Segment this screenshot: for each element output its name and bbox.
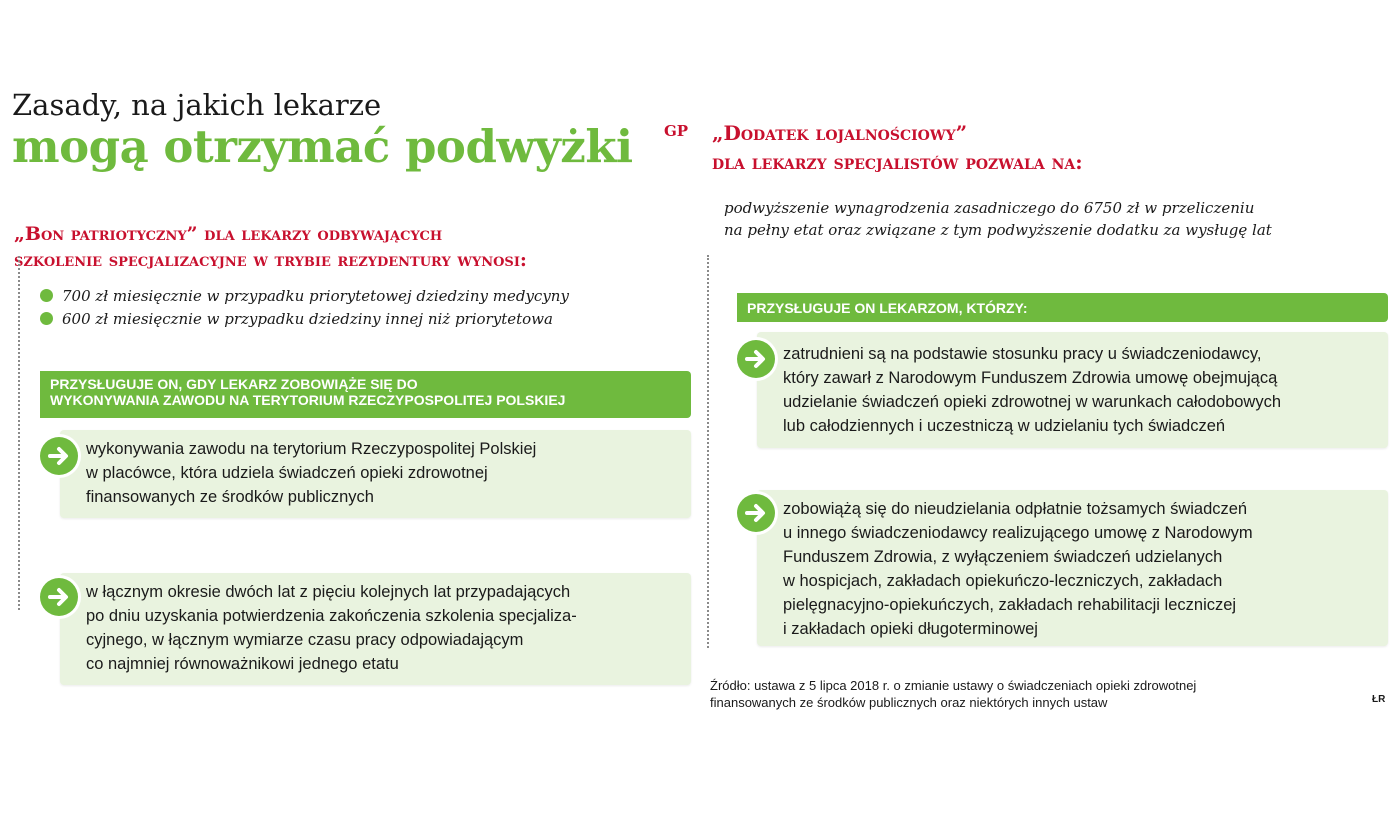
card-line: udzielanie świadczeń opieki zdrowotnej w warunkach całodobowych <box>783 393 1282 411</box>
amount-bullets <box>40 284 690 330</box>
card-line: u innego świadczeniodawcy realizującego umowę z Narodowym <box>783 524 1253 542</box>
right-heading-line2: dla lekarzy specjalistów pozwala na: <box>712 150 1083 174</box>
right-card-2 <box>757 490 1388 646</box>
left-heading-line2: szkolenie specjalizacyjne w trybie rezydentury wynosi: <box>14 249 527 271</box>
bullet-item <box>40 307 690 330</box>
right-lead-line1: podwyższenie wynagrodzenia zasadniczego do 6750 zł w przeliczeniu <box>724 199 1255 217</box>
card-line: zatrudnieni są na podstawie stosunku pracy u świadczeniodawcy, <box>783 345 1262 363</box>
arrow-right-icon <box>40 437 78 475</box>
right-lead-line2: na pełny etat oraz związane z tym podwyższenie dodatku za wysługę lat <box>724 221 1272 239</box>
left-heading-line1: „Bon patriotyczny” dla lekarzy odbywających <box>14 223 443 245</box>
page-title-line1: Zasady, na jakich lekarze <box>12 88 382 122</box>
card-line: pielęgnacyjno-opiekuńczych, zakładach rehabilitacji leczniczej <box>783 596 1237 614</box>
card-line: po dniu uzyskania potwierdzenia zakończenia szkolenia specjaliza- <box>86 607 577 625</box>
bullet-dot-icon <box>40 312 53 325</box>
bullet-text: 700 zł miesięcznie w przypadku priorytetowej dziedziny medycyny <box>62 286 569 305</box>
right-lead-text <box>724 197 1364 241</box>
card-line: w placówce, która udziela świadczeń opieki zdrowotnej <box>86 464 488 482</box>
bullet-dot-icon <box>40 289 53 302</box>
arrow-right-icon <box>737 494 775 532</box>
card-line: finansowanych ze środków publicznych <box>86 488 374 506</box>
arrow-right-icon <box>737 340 775 378</box>
left-bar-line1: PRZYSŁUGUJE ON, GDY LEKARZ ZOBOWIĄŻE SIĘ DO <box>50 376 418 392</box>
source-line1: Źródło: ustawa z 5 lipca 2018 r. o zmianie ustawy o świadczeniach opieki zdrowotnej <box>710 678 1197 693</box>
middle-divider <box>707 255 709 648</box>
card-line: wykonywania zawodu na terytorium Rzeczypospolitej Polskiej <box>86 440 537 458</box>
author-initials: ŁR <box>1372 694 1386 705</box>
arrow-right-icon <box>40 578 78 616</box>
card-line: lub całodziennych i uczestniczą w udzielaniu tych świadczeń <box>783 417 1226 435</box>
card-line: w łącznym okresie dwóch lat z pięciu kolejnych lat przypadających <box>86 583 571 601</box>
source-line2: finansowanych ze środków publicznych oraz niektórych innych ustaw <box>710 695 1108 710</box>
bullet-item <box>40 284 690 307</box>
left-divider <box>18 256 20 610</box>
right-condition-bar: PRZYSŁUGUJE ON LEKARZOM, KTÓRZY: <box>737 293 1388 322</box>
card-line: zobowiążą się do nieudzielania odpłatnie tożsamych świadczeń <box>783 500 1248 518</box>
page-title-line2: mogą otrzymać podwyżki <box>12 120 633 173</box>
brand-logo: GP <box>664 122 689 140</box>
card-line: Funduszem Zdrowia, z wyłączeniem świadczeń udzielanych <box>783 548 1223 566</box>
source-note <box>710 677 1310 711</box>
left-heading <box>14 221 704 273</box>
card-line: który zawarł z Narodowym Funduszem Zdrowia umowę obejmującą <box>783 369 1278 387</box>
card-line: co najmniej równoważnikowi jednego etatu <box>86 655 399 673</box>
left-condition-bar <box>40 371 691 418</box>
card-line: i zakładach opieki długoterminowej <box>783 620 1038 638</box>
bullet-text: 600 zł miesięcznie w przypadku dziedziny innej niż priorytetowa <box>62 309 553 328</box>
right-heading <box>712 119 1362 177</box>
card-line: w hospicjach, zakładach opiekuńczo-leczniczych, zakładach <box>783 572 1223 590</box>
left-bar-line2: WYKONYWANIA ZAWODU NA TERYTORIUM RZECZYPOSPOLITEJ POLSKIEJ <box>50 392 566 408</box>
right-heading-line1: „Dodatek lojalnościowy” <box>712 121 968 145</box>
left-card-1 <box>60 430 691 518</box>
card-line: cyjnego, w łącznym wymiarze czasu pracy odpowiadającym <box>86 631 524 649</box>
left-card-2 <box>60 573 691 685</box>
right-card-1 <box>757 332 1388 448</box>
